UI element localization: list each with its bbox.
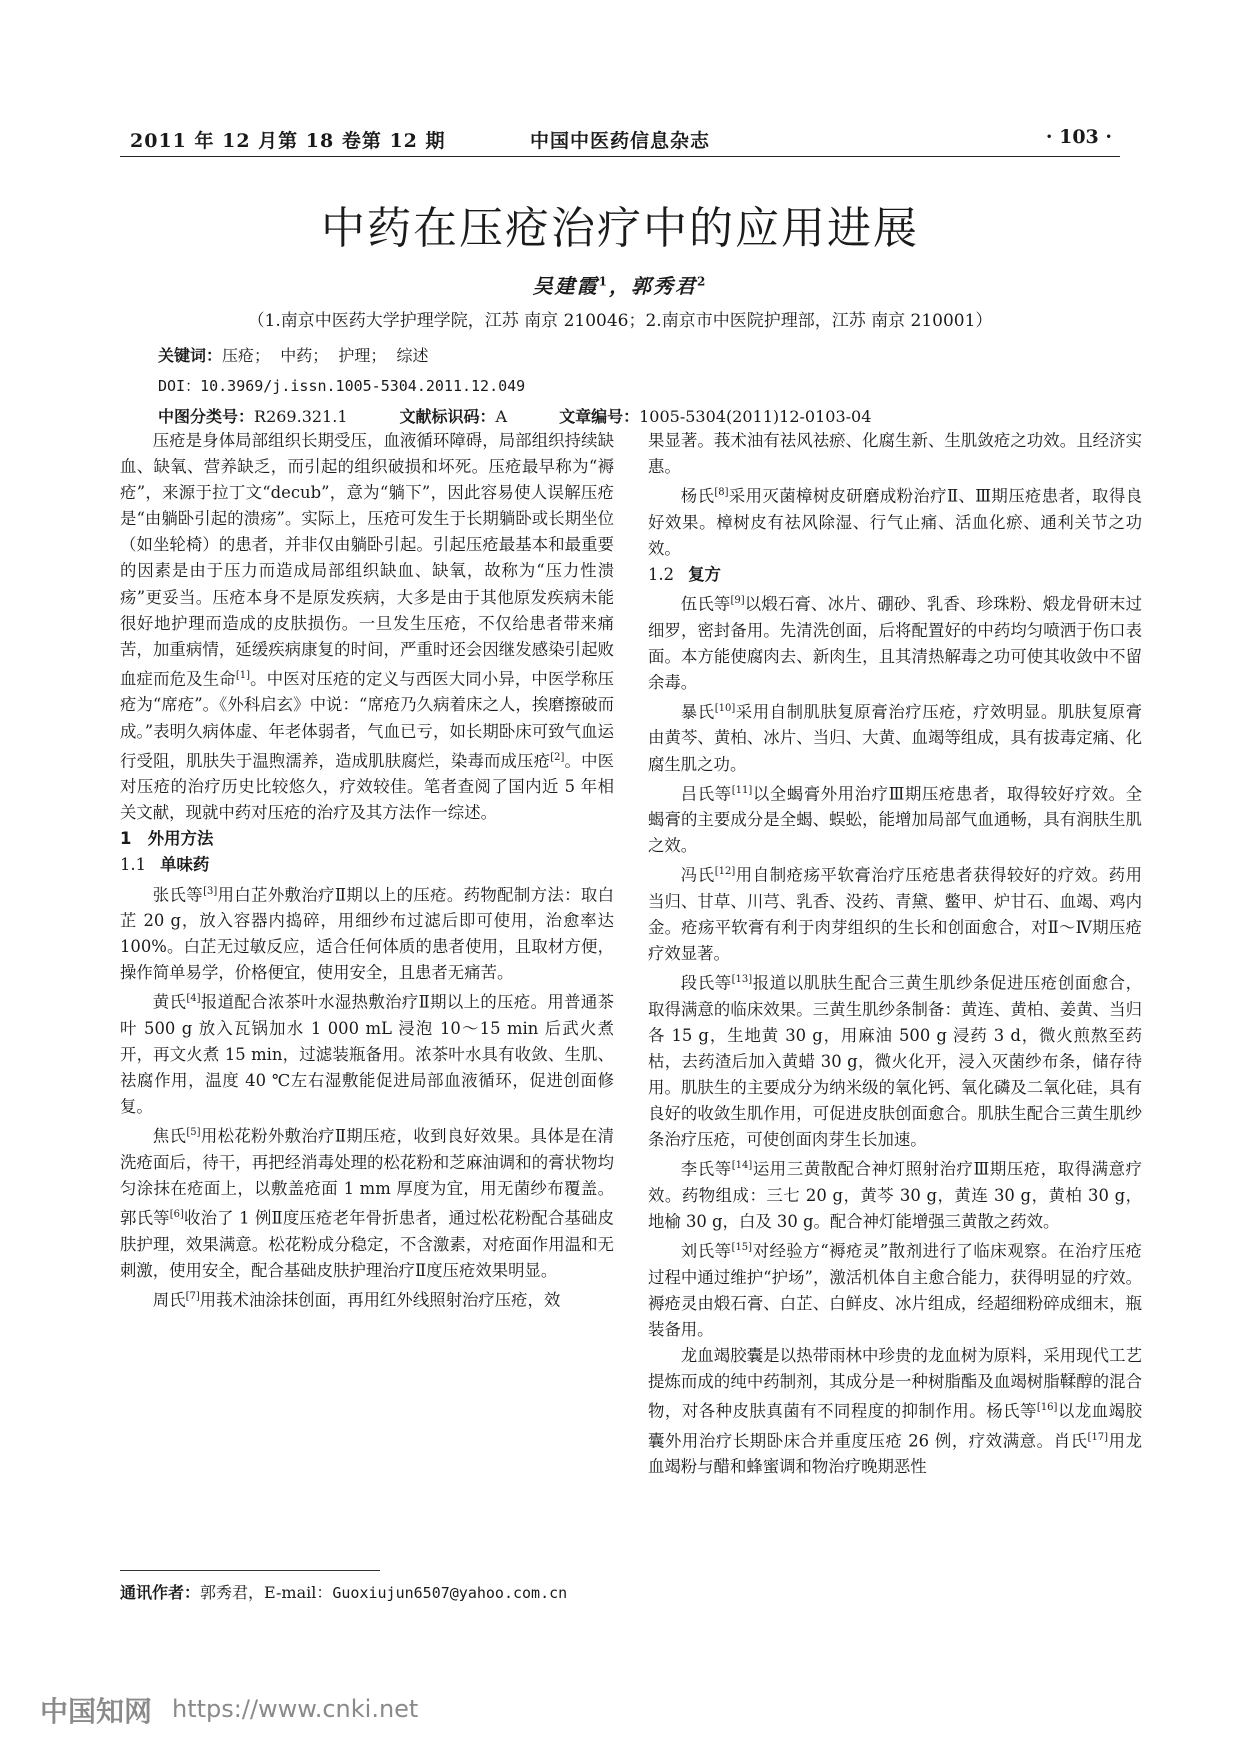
text: 收治了 1 例Ⅱ度压疮老年骨折患者，通过松花粉配合基础皮肤护理，效果满意。松花粉成分稳定，不含激素，对疮面作用温和无刺激，使用安全，配合基础皮肤护理治疗Ⅱ度压疮效果明显。 — [120, 1208, 614, 1280]
text: 报道配合浓茶叶水湿热敷治疗Ⅱ期以上的压疮。用普通茶叶 500 g 放入瓦锅加水 1 000 mL 浸泡 10～15 min 后武火煮开，再文火煮 15 min，过滤装瓶备用。浓茶叶水具有收敛、生肌、祛腐作用，温度 40 ℃左右湿敷能促进局部血液循环，促进创面修复。 — [120, 992, 615, 1117]
keywords — [158, 343, 429, 366]
citation: [4] — [186, 993, 201, 1005]
cnki-url-watermark[interactable]: https://www.cnki.net — [172, 1695, 419, 1723]
text: 采用灭菌樟树皮研磨成粉治疗Ⅱ、Ⅲ期压疮患者，取得良好效果。樟树皮有祛风除湿、行气止痛、活血化瘀、通利关节之功效。 — [648, 486, 1142, 558]
author-2-affil: 2 — [697, 274, 708, 289]
paragraph-bao — [648, 696, 1142, 778]
doi-label: DOI： — [158, 377, 201, 395]
text: 段氏等 — [680, 973, 732, 993]
paragraph-longxuejie — [648, 1343, 1142, 1480]
text: 运用三黄散配合神灯照射治疗Ⅲ期压疮，取得满意疗效。药物组成：三七 20 g，黄芩 30 g，黄连 30 g，黄柏 30 g，地榆 30 g，白及 30 g。配合神灯能增强三黄散之药效。 — [648, 1159, 1143, 1231]
citation: [13] — [731, 974, 753, 986]
heading-number: 1.1 — [120, 855, 147, 875]
text: 以煅石膏、冰片、硼砂、乳香、珍珠粉、煅龙骨研末过细罗，密封备用。先清洗创面，后将配置好的中药均匀喷洒于伤口表面。本方能使腐肉去、新肉生，且其清热解毒之功可使其收敛中不留余毒。 — [648, 594, 1143, 692]
heading-text: 单味药 — [160, 855, 210, 875]
text: 龙血竭胶囊是以热带雨林中珍贵的龙血树为原料，采用现代工艺提炼而成的纯中药制剂，其成分是一种树脂酯及血竭树脂鞣醇的混合物，对各种皮肤真菌有不同程度的抑制作用。杨氏等 — [648, 1345, 1142, 1421]
citation: [15] — [731, 1242, 753, 1254]
text: 采用自制肌肤复原膏治疗压疮，疗效明显。肌肤复原膏由黄芩、黄柏、冰片、当归、大黄、血竭等组成，具有拔毒定痛、化腐生肌之功。 — [648, 702, 1143, 774]
text: 伍氏等 — [680, 594, 731, 614]
section-heading-1: 1 外用方法 — [120, 829, 214, 849]
classification-line — [158, 404, 1098, 427]
text: 用莪术油涂抹创面，再用红外线照射治疗压疮，效 — [199, 1290, 561, 1310]
text: 用白芷外敷治疗Ⅱ期以上的压疮。药物配制方法：取白芷 20 g，放入容器内捣碎，用细纱布过滤后即可使用，治愈率达 100%。白芷无过敏反应，适合任何体质的患者使用，且取材方便，操作简单易学，价格便宜，使用安全，且患者无痛苦。 — [120, 885, 615, 983]
paragraph-feng — [648, 859, 1142, 967]
cnki-logo-watermark: 中国知网 — [40, 1695, 153, 1728]
header-issue: 2011 年 12 月第 18 卷第 12 期 — [130, 130, 446, 152]
cls-value: R269.321.1 — [254, 407, 348, 426]
citation: [14] — [731, 1160, 753, 1172]
author-1-affil: 1 — [598, 274, 609, 289]
text: 李氏等 — [680, 1159, 732, 1179]
text: 压疮是身体局部组织长期受压，血液循环障碍，局部组织持续缺血、缺氧、营养缺乏，而引起的组织破损和坏死。压疮最早称为“褥疮”，来源于拉丁文“decub”，意为“躺下”，因此容易使人误解压疮是“由躺卧引起的溃疡”。实际上，压疮可发生于长期躺卧或长期坐位（如坐轮椅）的患者，并非仅由躺卧引起。引起压疮最基本和最重要的因素是由于压力而造成局部组织缺血、缺氧，故称为“压力性溃疡”更妥当。压疮本身不是原发疾病，大多是由于其他原发疾病未能很好地护理而造成的皮肤损伤。一旦发生压疮，不仅给患者带来痛苦，加重病情，延缓疾病康复的时间，严重时还会因继发感染引起败血症而危及生命 — [120, 431, 614, 689]
text: 暴氏 — [680, 702, 715, 722]
citation: [12] — [714, 866, 736, 878]
citation: [1] — [235, 669, 250, 681]
citation: [16] — [1036, 1402, 1058, 1414]
text: 刘氏等 — [680, 1241, 732, 1261]
text: 用松花粉外敷治疗Ⅱ期压疮，收到良好效果。具体是在清洗疮面后，待干，再把经消毒处理的松花粉和芝麻油调和的膏状物均匀涂抹在疮面上，以敷盖疮面 1 mm 厚度为宜，用无菌纱布覆盖。郭氏等 — [120, 1126, 615, 1228]
header-journal: 中国中医药信息杂志 — [529, 130, 710, 152]
article-number-value: 1005-5304(2011)12-0103-04 — [639, 407, 872, 426]
heading-number: 1.2 — [648, 564, 675, 584]
citation: [3] — [203, 885, 218, 897]
text: 吕氏等 — [680, 784, 732, 804]
text: 张氏等 — [152, 885, 204, 904]
paragraph-intro — [120, 428, 614, 826]
doc-code-label: 文献标识码： — [399, 407, 496, 426]
author-sep: ， — [609, 274, 631, 298]
footnote-label: 通讯作者： — [120, 1583, 201, 1602]
paragraph-liu — [648, 1235, 1142, 1343]
text: 焦氏 — [152, 1126, 187, 1146]
keywords-label: 关键词： — [158, 346, 223, 365]
article-number-label: 文章编号： — [559, 407, 640, 426]
text: 以全蝎膏外用治疗Ⅲ期压疮患者，取得较好疗效。全蝎膏的主要成分是全蝎、蜈蚣，能增加局部气血通畅，具有润肤生肌之效。 — [648, 784, 1143, 856]
citation: [9] — [730, 595, 745, 607]
text: 冯氏 — [680, 865, 715, 885]
heading-text: 复方 — [688, 564, 721, 584]
paragraph-continued — [648, 428, 1142, 480]
citation: [17] — [1087, 1431, 1109, 1443]
cls-label: 中图分类号： — [158, 407, 255, 426]
paragraph-jiao — [120, 1120, 614, 1284]
doi-value: 10.3969/j.issn.1005-5304.2011.12.049 — [200, 377, 526, 395]
authors — [0, 270, 1240, 299]
header-rule — [120, 156, 1120, 157]
author-2: 郭秀君 — [631, 274, 697, 298]
text: 以龙血竭胶囊外用治疗长期卧床合并重度压疮 26 例，疗效满意。肖氏 — [648, 1401, 1143, 1451]
text: 用龙血竭粉与醋和蜂蜜调和物治疗晚期恶性 — [648, 1431, 1143, 1477]
footnote-rule — [120, 1570, 380, 1571]
doc-code-value: A — [495, 407, 508, 426]
paragraph-duan — [648, 967, 1142, 1153]
paragraph-zhou — [120, 1284, 614, 1314]
author-1: 吴建霞 — [532, 274, 599, 298]
affiliation: （1.南京中医药大学护理学院，江苏 南京 210046；2.南京市中医院护理部，江苏 南京 210001） — [247, 311, 993, 331]
text: 对经验方“褥疮灵”散剂进行了临床观察。在治疗压疮过程中通过维护“护场”，激活机体自主愈合能力，获得明显的疗效。褥疮灵由煅石膏、白芷、白鲜皮、冰片组成，经超细粉碎成细末，瓶装备用。 — [648, 1241, 1142, 1339]
paragraph-wu — [648, 588, 1142, 696]
right-column — [648, 428, 1142, 1480]
text: 用自制疮疡平软膏治疗压疮患者获得较好的疗效。药用当归、甘草、川芎、乳香、没药、青黛、鳖甲、炉甘石、血竭、鸡内金。疮疡平软膏有利于肉芽组织的生长和创面愈合，对Ⅱ～Ⅳ期压疮疗效显著。 — [648, 865, 1143, 964]
text: 。中医对压疮的定义与西医大同小异，中医学称压疮为“席疮”。《外科启玄》中说：“席疮乃久病着床之人，挨磨擦破而成。”表明久病体虚、年老体弱者，气血已亏，如长期卧床可致气血运行受阻，肌肤失于温煦濡养，造成肌肤腐烂，染毒而成压疮 — [120, 669, 615, 771]
paragraph-li — [648, 1153, 1142, 1235]
doi — [158, 375, 525, 396]
paragraph-lv — [648, 778, 1142, 860]
paragraph-huang — [120, 986, 614, 1120]
text: 周氏 — [152, 1290, 186, 1310]
citation: [6] — [169, 1209, 184, 1221]
citation: [11] — [731, 784, 753, 796]
keywords-value: 压疮； 中药； 护理； 综述 — [222, 346, 429, 365]
header-page-number: · 103 · — [1045, 126, 1112, 148]
citation: [10] — [714, 702, 736, 714]
citation: [7] — [185, 1290, 200, 1302]
paragraph-yang — [648, 480, 1142, 562]
subsection-heading-1-2 — [648, 562, 1142, 588]
footnote-email[interactable]: Guoxiujun6507@yahoo.com.cn — [332, 1584, 568, 1602]
text: 果显著。莪术油有祛风祛瘀、化腐生新、生肌敛疮之功效。且经济实惠。 — [648, 431, 1142, 477]
paragraph-zhang — [120, 879, 614, 987]
corresponding-author-footnote — [120, 1580, 567, 1603]
text: 。中医对压疮的治疗历史比较悠久，疗效较佳。笔者查阅了国内近 5 年相关文献，现就中药对压疮的治疗及其方法作一综述。 — [120, 751, 615, 823]
footnote-name: 郭秀君，E-mail： — [200, 1583, 333, 1602]
article-title: 中药在压疮治疗中的应用进展 — [321, 203, 919, 254]
text: 报道以肌肤生配合三黄生肌纱条促进压疮创面愈合，取得满意的临床效果。三黄生肌纱条制备：黄连、黄柏、姜黄、当归各 15 g，生地黄 30 g，用麻油 500 g 浸药 3 d，微火煎熬至药枯，去药渣后加入黄蜡 30 g，微火化开，浸入灭菌纱布条，储存待用。肌肤生的主要成分为纳米级的氧化钙、氧化磷及二氧化硅，具有良好的收敛生肌作用，可促进皮肤创面愈合。肌肤生配合三黄生肌纱条治疗压疮，可使创面肉芽生长加速。 — [648, 973, 1143, 1150]
citation: [8] — [714, 487, 729, 499]
text: 杨氏 — [680, 486, 715, 506]
citation: [2] — [550, 751, 565, 763]
left-column — [120, 428, 614, 1313]
text: 黄氏 — [152, 992, 187, 1012]
citation: [5] — [186, 1127, 201, 1139]
subsection-heading-1-1 — [120, 852, 614, 878]
